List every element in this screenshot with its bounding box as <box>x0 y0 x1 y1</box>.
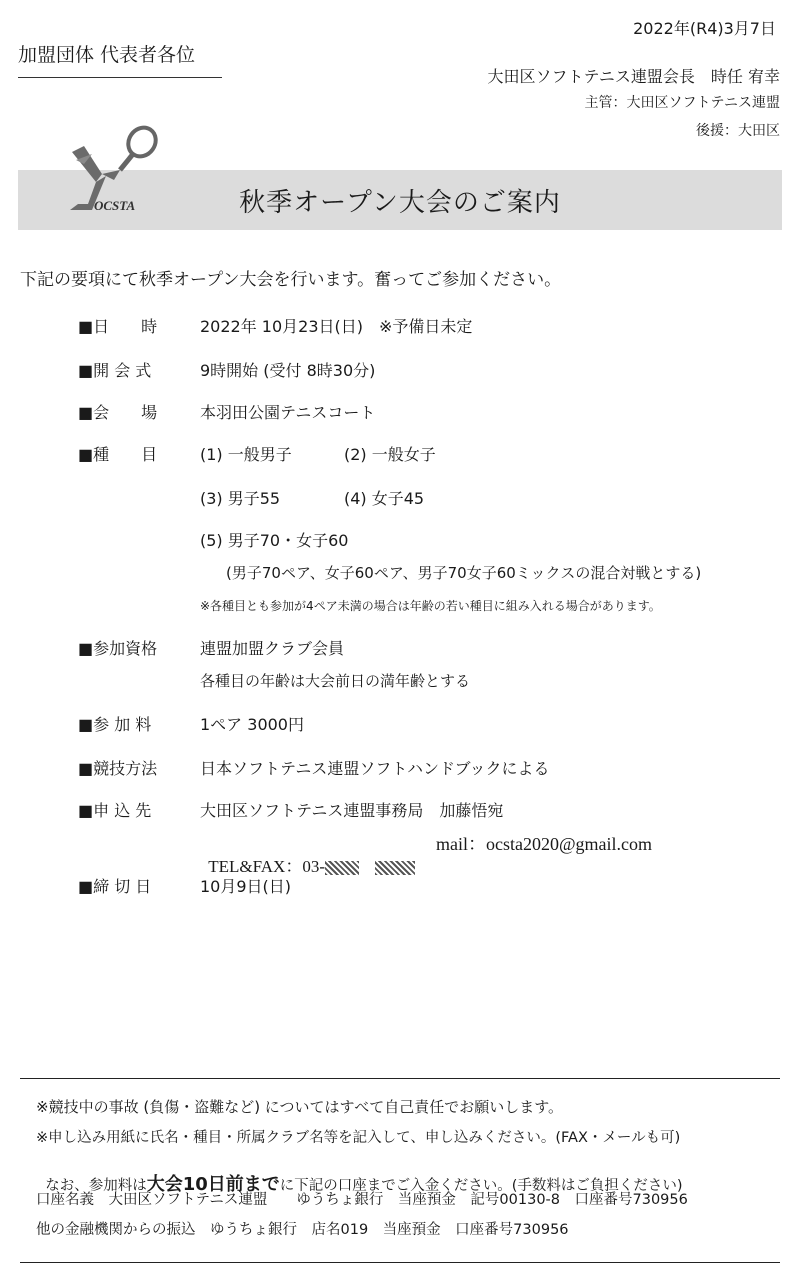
event-1: (1) 一般男子 <box>200 445 292 464</box>
venue-value: 本羽田公園テニスコート <box>200 403 376 422</box>
opening-label: ■開 会 式 <box>78 361 152 380</box>
sender-support: 後援：大田区 <box>696 123 780 139</box>
sender-chair: 大田区ソフトテニス連盟会長 時任 宥幸 <box>487 67 780 86</box>
footer-divider-top <box>20 1078 780 1079</box>
rules-label: ■競技方法 <box>78 759 158 778</box>
footer-line-5: 他の金融機関からの振込 ゆうちょ銀行 店名019 当座預金 口座番号730956 <box>36 1222 569 1238</box>
footer-line-3-pre: なお、参加料は <box>45 1178 147 1194</box>
eligibility-value: 連盟加盟クラブ会員 <box>200 639 345 658</box>
event-5-note: (男子70ペア、女子60ペア、男子70女子60ミックスの混合対戦とする) <box>226 564 702 582</box>
opening-value: 9時開始 (受付 8時30分) <box>200 361 376 380</box>
apply-tel <box>200 832 437 877</box>
deadline-value: 10月9日(日) <box>200 877 292 896</box>
event-2: (2) 一般女子 <box>344 445 436 464</box>
fee-value: 1ペア 3000円 <box>200 715 304 734</box>
issue-date: 2022年(R4)3月7日 <box>633 19 776 38</box>
eligibility-label: ■参加資格 <box>78 639 158 658</box>
footer-line-1: ※競技中の事故 (負傷・盗難など) についてはすべて自己責任でお願いします。 <box>36 1098 564 1116</box>
footer-line-2: ※申し込み用紙に氏名・種目・所属クラブ名等を記入して、申し込みください。(FAX・メールも可) <box>36 1130 681 1146</box>
rules-value: 日本ソフトテニス連盟ソフトハンドブックによる <box>200 759 550 778</box>
apply-value: 大田区ソフトテニス連盟事務局 加藤悟宛 <box>200 801 504 820</box>
masked-phone-part-2 <box>375 861 415 875</box>
apply-mail: mail：ocsta2020@gmail.com <box>436 834 653 854</box>
fee-label: ■参 加 料 <box>78 715 152 734</box>
page-title: 秋季オープン大会のご案内 <box>239 188 561 218</box>
footer-divider-bottom <box>20 1262 780 1263</box>
event-4: (4) 女子45 <box>344 489 425 508</box>
masked-phone-part-1 <box>325 861 359 875</box>
eligibility-sub: 各種目の年齢は大会前日の満年齢とする <box>200 672 471 690</box>
footer-line-4: 口座名義 大田区ソフトテニス連盟 ゆうちょ銀行 当座預金 記号00130-8 口座番号730956 <box>36 1192 688 1208</box>
footer-line-3-post: に下記の口座までご入金ください。(手数料はご負担ください) <box>279 1178 683 1194</box>
event-3: (3) 男子55 <box>200 489 281 508</box>
date-label: ■日 時 <box>78 317 158 336</box>
deadline-label: ■締 切 日 <box>78 877 152 896</box>
footer-line-3-bold: 大会10日前まで <box>146 1174 280 1195</box>
sender-organizer: 主管：大田区ソフトテニス連盟 <box>584 95 780 111</box>
logo-text: OCSTA <box>94 198 136 213</box>
intro-text: 下記の要項にて秋季オープン大会を行います。奮ってご参加ください。 <box>20 270 562 290</box>
venue-label: ■会 場 <box>78 403 158 422</box>
apply-label: ■申 込 先 <box>78 801 152 820</box>
events-label: ■種 目 <box>78 445 158 464</box>
date-value: 2022年 10月23日(日) ※予備日未定 <box>200 317 473 336</box>
addressee: 加盟団体 代表者各位 <box>18 40 222 78</box>
tel-prefix: TEL&FAX：03- <box>208 857 325 876</box>
events-note: ※各種目とも参加が4ペア未満の場合は年齢の若い種目に組み入れる場合があります。 <box>200 599 661 613</box>
event-5: (5) 男子70・女子60 <box>200 531 349 550</box>
